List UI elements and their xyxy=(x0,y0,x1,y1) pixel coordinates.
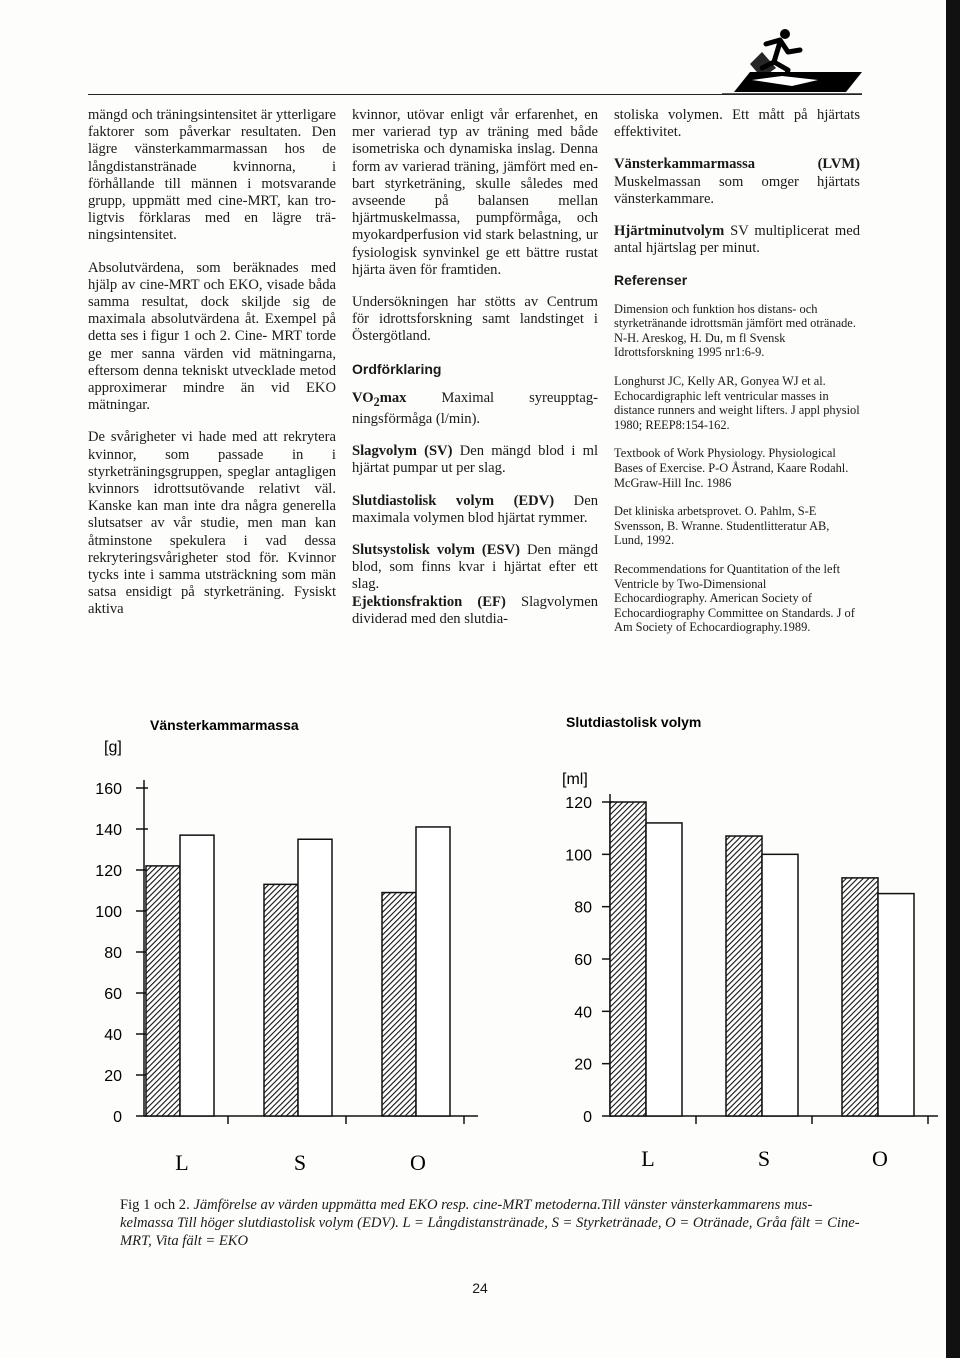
reference-item: Longhurst JC, Kelly AR, Gonyea WJ et al. Echocardigraphic left ventricular masses in distance runners and weight lifters. J appl physiol 1980; REEP8:154-162. xyxy=(614,374,860,432)
text-column-1 xyxy=(88,107,336,634)
bar-cine-mrt xyxy=(726,836,762,1116)
glossary-term: $VO_2\max$ xyxy=(352,389,407,409)
y-tick-label: 20 xyxy=(574,1056,592,1074)
y-tick-label: 80 xyxy=(574,899,592,917)
bar-cine-mrt xyxy=(382,893,416,1116)
reference-item: Recommendations for Quantitation of the left Ventricle by Two-Dimensional Echocardiography. American Society of Echocardiography Committee on Standards. J of Am Society of Echocardiography.1989. xyxy=(614,561,855,635)
references-heading: Referenser xyxy=(614,272,688,289)
runner-logo-icon xyxy=(722,22,862,102)
glossary-edv: Slutdiastolisk volym (EDV) Den maximala volymen blod hjärtat rymmer. xyxy=(352,492,598,526)
chart-right-edv xyxy=(562,714,938,1171)
paragraph: De svårigheter vi hade med att rekrytera kvinnor, som passade in i styrketräningsgruppen, speglar antagligen kvinnors idrottsutövande relativt väl. Kanske kan man inte dra några generella slutsatser av vår studie, men man kan åtminstone spekulera i vad dessa rekryteringsvårigheter stod för. Kvinnor tycks inte i samma utsträckning som män satsa ensidigt på styrketräning. Fysiskt aktiva xyxy=(88,429,336,618)
y-axis-label: [ml] xyxy=(562,771,588,788)
glossary-term: Slutdiastolisk volym (EDV) xyxy=(352,492,555,509)
paragraph: kvinnor, utövar enligt vår erfarenhet, en mer varierad typ av träning med både isometriska och dynamiska inslag. Denna form av varierad träning, jämfört med enbart styrketräning, skulle således med avseende på balansen mellan hjärtmuskelmassa, pumpförmåga, och myokardperfusion vid stark belastning, ur fysiologisk synvinkel ge ett bättre rustat hjärta även för framtiden. xyxy=(352,107,598,278)
bar-eko xyxy=(762,854,798,1116)
reference-item: Dimension och funktion hos distans- och styrketränande idrottsmän jämfört med otränade. N-H. Areskog, H. Du, m fl Svensk Idrottsforskning 1995 nr1:6-9. xyxy=(614,301,856,360)
glossary-hmv: Hjärtminutvolym SV multiplicerat med antal hjärtslag per minut. xyxy=(614,223,860,257)
glossary-sv: Slagvolym (SV) Den mängd blod i ml hjärtat pumpar ut per slag. xyxy=(352,443,599,477)
y-tick-label: 0 xyxy=(113,1109,122,1126)
bar-cine-mrt xyxy=(264,884,298,1116)
bar-eko xyxy=(298,839,332,1116)
x-category-label: O xyxy=(410,1150,426,1175)
y-tick-label: 80 xyxy=(104,945,122,962)
x-category-label: L xyxy=(641,1146,655,1171)
glossary-term: Vänsterkammarmassa (LVM) xyxy=(614,156,860,173)
bar-cine-mrt xyxy=(842,878,878,1116)
glossary-term: Ejektionsfraktion (EF) xyxy=(352,593,506,610)
y-tick-label: 100 xyxy=(95,904,122,921)
glossary-heading: Ordförklaring xyxy=(352,360,442,377)
glossary-ef: Ejektionsfraktion (EF) Slagvolymen dividerad med den slutdia- xyxy=(352,593,598,627)
paragraph: Absolutvärdena, som beräknades med hjälp av cine-MRT och EKO, visade båda samma resultat, dock skiljde sig de maximala absolutvärdena åt. Exempel på detta ses i figur 1 och 2. Cine- MRT torde ge mer sanna värden vid mätningarna, eftersom denna tekniskt utvecklade metod approximerar mindre än vid EKO mätningar. xyxy=(88,259,336,414)
y-tick-label: 160 xyxy=(95,781,122,798)
chart-title: Slutdiastolisk volym xyxy=(566,714,702,730)
y-tick-label: 0 xyxy=(583,1109,592,1126)
y-tick-label: 40 xyxy=(574,1004,592,1022)
bar-eko xyxy=(180,835,214,1116)
paragraph: mängd och träningsintensitet är ytterligare faktorer som påverkar resultaten. Den lägre vänsterkammarmassan hos de långdistanstränade kvinnorna, i förhållande till männen i motsvarande grupp, uppmätt med cine-MRT, kan troligtvis förklaras med en lägre träningsintensitet. xyxy=(88,107,336,244)
reference-item: Textbook of Work Physiology. Physiological Bases of Exercise. P-O Åstrand, Kaare Rodahl. McGraw-Hill Inc. 1986 xyxy=(614,446,849,490)
glossary-esv: Slutsystolisk volym (ESV) Den mängd blod, som finns kvar i hjärtat efter ett slag. xyxy=(352,541,598,593)
bar-eko xyxy=(416,827,450,1116)
x-category-label: S xyxy=(293,1150,307,1175)
glossary-term: Slagvolym (SV) xyxy=(352,443,453,460)
y-tick-label: 60 xyxy=(574,952,592,969)
header-rule xyxy=(88,94,862,95)
y-tick-label: 140 xyxy=(95,822,122,839)
page-number: 24 xyxy=(472,1280,488,1296)
glossary-lvm: Vänsterkammarmassa (LVM) Muskelmassan som omger hjärtats vänsterkammare. xyxy=(614,156,860,207)
x-category-label: S xyxy=(757,1146,771,1171)
text-column-3 xyxy=(614,107,860,649)
reference-item: Det kliniska arbetsprovet. O. Pahlm, S-E Svensson, B. Wranne. Studentlitteratur AB, Lund, 1992. xyxy=(614,504,830,548)
x-category-label: O xyxy=(872,1146,888,1171)
chart-left-lvm xyxy=(95,717,478,1175)
bar-cine-mrt xyxy=(146,866,180,1116)
text-column-2 xyxy=(352,107,598,643)
chart-title: Vänsterkammarmassa xyxy=(150,717,299,733)
bar-eko xyxy=(646,823,682,1116)
x-category-label: L xyxy=(175,1150,189,1175)
bar-eko xyxy=(878,894,914,1116)
y-tick-label: 60 xyxy=(104,986,122,1003)
glossary-term: Hjärtminutvolym xyxy=(614,223,725,240)
y-tick-label: 20 xyxy=(104,1068,122,1085)
y-tick-label: 100 xyxy=(565,847,592,865)
y-axis-label: [g] xyxy=(104,739,122,756)
y-tick-label: 40 xyxy=(104,1027,122,1044)
glossary-ef-cont: stoliska volymen. Ett mått på hjärtats effektivitet. xyxy=(614,107,860,141)
figure-caption: Fig 1 och 2. Jämförelse av värden uppmätta med EKO resp. cine-MRT metoderna.Till vänster vänsterkammarens muskelmassa Till höger slutdiastolisk volym (EDV). L = Långdistanstränade, S = Styrketränade, O = Otränade, Gråa fält = Cine-MRT, Vita fält = EKO xyxy=(120,1197,860,1249)
glossary-term: Slutsystolisk volym (ESV) xyxy=(352,541,521,558)
y-tick-label: 120 xyxy=(95,863,122,880)
bar-charts xyxy=(0,700,960,1190)
bar-cine-mrt xyxy=(610,802,646,1116)
y-tick-label: 120 xyxy=(565,795,592,812)
glossary-vo2max: $VO_2\max$ Maximal syreupptagningsförmåga (l/min). xyxy=(352,389,598,427)
paragraph: Undersökningen har stötts av Centrum för idrottsforskning samt landstinget i Östergötland. xyxy=(352,294,598,345)
